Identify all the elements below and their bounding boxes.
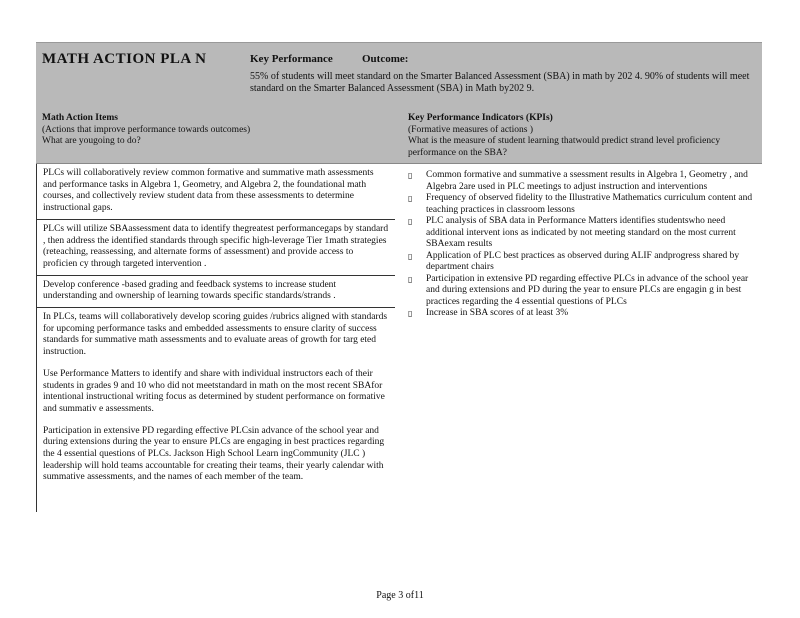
kpi-question: What is the measure of student learning thatwould predict strand level proficiency performance on the SBA? [408, 136, 721, 158]
kpi-item [408, 308, 758, 320]
kpi-text: Increase in SBA scores of at least 3% [426, 308, 569, 318]
kpi-list [408, 170, 758, 320]
kpi-text: Application of PLC best practices as observed during ALIF andprogress shared by department chairs [426, 250, 740, 272]
math-action-items-title: Math Action Items [42, 113, 118, 123]
plan-body [36, 164, 762, 514]
outcome-text: 55% of students will meet standard on the Smarter Balanced Assessment (SBA) in math by 202 4. 90% of students will meet standard on the Smarter Balanced Assessment (SBA) in Math by202 9. [250, 71, 750, 94]
kpi-text: Participation in extensive PD regarding effective PLCs in advance of the school year and during extensions and PD during the year to ensure PLCs are engagin g in best practices regarding the 4 essential questions of PLCs [426, 273, 749, 307]
kpi-item [408, 170, 758, 193]
page-number: Page 3 of11 [376, 590, 424, 601]
bullet-icon: ▯ [408, 217, 413, 226]
action-paragraph: Use Performance Matters to identify and share with individual instructors each of their students in grades 9 and 10 who did not meetstandard in math on the most recent SBAfor intentional instructional writing focus as determined by student performance on formative and summativ e assessments. [43, 368, 385, 414]
kpi-header [408, 113, 758, 159]
action-items-column [36, 164, 395, 512]
kpi-title: Key Performance Indicators (KPIs) [408, 113, 553, 123]
bullet-icon: ▯ [408, 309, 413, 318]
kpi-item [408, 274, 758, 309]
kpi-column [408, 170, 758, 320]
bullet-icon: ▯ [408, 194, 413, 203]
header-band [36, 42, 762, 164]
action-paragraph: Participation in extensive PD regarding effective PLCsin advance of the school year and during extensions during the year to ensure PLCs are engaging in best practices regarding the 4 essential questions of PLCs. Jackson High School Learn ingCommunity (JLC ) leadership will hold teams accountable for creating their teams, their yearly calendar with summative assessments, and the names of each member of the team. [43, 425, 385, 483]
action-item: PLCs will collaboratively review common formative and summative math assessments and performance tasks in Algebra 1, Geometry, and Algebra 2, the foundational math courses, and collectively review student data from these assessments to determine instructional gaps. [37, 164, 395, 220]
page-title: MATH ACTION PLA N [42, 51, 207, 67]
kpi-item [408, 251, 758, 274]
bullet-icon: ▯ [408, 171, 413, 180]
bullet-icon: ▯ [408, 274, 413, 284]
kpi-text: Common formative and summative a ssessment results in Algebra 1, Geometry , and Algebra 2are used in PLC meetings to adjust instruction and interventions [426, 170, 748, 192]
math-action-items-header [42, 113, 372, 148]
kpi-subtitle: (Formative measures of actions ) [408, 124, 534, 135]
kpi-text: Frequency of observed fidelity to the Illustrative Mathematics curriculum content and teaching practices in classroom lessons [426, 193, 753, 215]
kpi-item [408, 193, 758, 216]
kpi-text: PLC analysis of SBA data in Performance Matters identifies studentswho need additional intervent ions as indicated by not meeting standard on the most current SBAexam results [426, 216, 736, 249]
action-plan-document [36, 42, 762, 514]
kpi-item [408, 216, 758, 251]
math-action-items-question: What are yougoing to do? [42, 136, 141, 146]
outcome-label: Outcome: [362, 53, 409, 65]
action-item-group [37, 308, 395, 488]
bullet-icon: ▯ [408, 251, 413, 261]
action-item: Develop conference -based grading and feedback systems to increase student understanding and ownership of learning towards specific standards/strands . [37, 276, 395, 308]
action-item: PLCs will utilize SBAassessment data to identify thegreatest performancegaps by standard , then address the identified standards through specific high-leverage Tier 1math strategies (reteaching, reassessing, and alternate forms of assessment) and provide access to proficien cy through targeted intervention . [37, 220, 395, 276]
key-performance-label: Key Performance [250, 53, 333, 65]
action-paragraph: In PLCs, teams will collaboratively develop scoring guides /rubrics aligned with standards for upcoming performance tasks and embedded assessments to ensure clarity of success standards for summative math assessments and to evaluate areas of growth for targ eted instruction. [43, 312, 388, 358]
math-action-items-subtitle: (Actions that improve performance towards outcomes) [42, 124, 251, 135]
